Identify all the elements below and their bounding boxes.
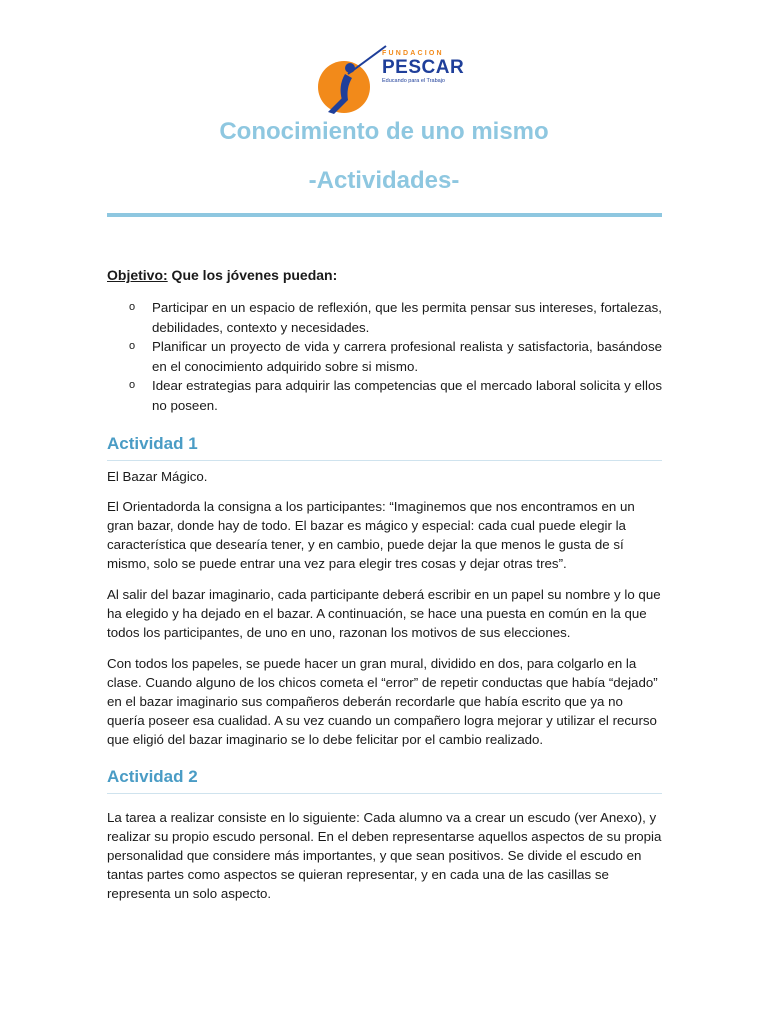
bullet-circle-icon: o (129, 379, 136, 391)
objective-list (107, 298, 662, 415)
list-item (107, 298, 662, 337)
activity-1-paragraph: Con todos los papeles, se puede hacer un gran mural, dividido en dos, para colgarlo en la clase. Cuando alguno de los chicos cometa el “error” de repetir conductas que había “dejado” en el bazar imaginario sus compañeros deberán recordarle que había escrito que ya no quería poseer esa cualidad. A su vez cuando un compañero logra mejorar y utilizar el recurso que eligió del bazar imaginario se lo debe felicitar por el cambio realizado. (107, 656, 658, 747)
pescar-logo (318, 42, 470, 118)
title-divider (107, 213, 662, 217)
document-subtitle: -Actividades- (308, 167, 460, 194)
logo-fundacion: FUNDACION (382, 50, 444, 57)
bullet-circle-icon: o (129, 340, 136, 352)
activity-1-paragraph: El Orientadorda la consigna a los participantes: “Imaginemos que nos encontramos en un gran bazar, donde hay de todo. El bazar es mágico y especial: cada cual puede elegir la característica que desearía tener, y en cambio, puede dejar la que menos le gusta de sí mismo, solo se puede entrar una vez para elegir tres cosas y dejar otras tres”. (107, 499, 635, 571)
list-item-text: Idear estrategias para adquirir las competencias que el mercado laboral solicita y ellos no poseen. (152, 378, 662, 413)
activity-2-heading: Actividad 2 (107, 767, 662, 794)
logo-tagline: Educando para el Trabajo (382, 78, 445, 84)
objective-label: Objetivo: (107, 267, 168, 283)
logo-text (382, 50, 464, 84)
logo-emblem-icon (318, 42, 388, 118)
activity-1-paragraph: Al salir del bazar imaginario, cada participante deberá escribir en un papel su nombre y lo que ha elegido y ha dejado en el bazar. A continuación, se hace una puesta en común en la que todos los participantes, de uno en uno, razonan los motivos de sus elecciones. (107, 587, 661, 640)
bullet-circle-icon: o (129, 301, 136, 313)
list-item (107, 337, 662, 376)
objective-line (107, 267, 337, 283)
objective-text: Que los jóvenes puedan: (167, 267, 338, 283)
activity-1-heading: Actividad 1 (107, 434, 662, 461)
activity-2-paragraph: La tarea a realizar consiste en lo siguiente: Cada alumno va a crear un escudo (ver Anexo), y realizar su propio escudo personal. En el deben representarse aquellos aspectos de su propia personalidad que considere más importantes, y que sean positivos. Se divide el escudo en tantas partes como aspectos se quieran representar, y en cada una de las casillas se representa un solo aspecto. (107, 810, 662, 901)
document-title: Conocimiento de uno mismo (219, 118, 549, 145)
list-item-text: Participar en un espacio de reflexión, que les permita pensar sus intereses, fortalezas, debilidades, contexto y necesidades. (152, 300, 662, 335)
list-item-text: Planificar un proyecto de vida y carrera profesional realista y satisfactoria, basándose en el conocimiento adquirido sobre si mismo. (152, 339, 662, 374)
activity-1-paragraph: El Bazar Mágico. (107, 469, 208, 484)
list-item (107, 376, 662, 415)
logo-name: PESCAR (382, 57, 465, 78)
